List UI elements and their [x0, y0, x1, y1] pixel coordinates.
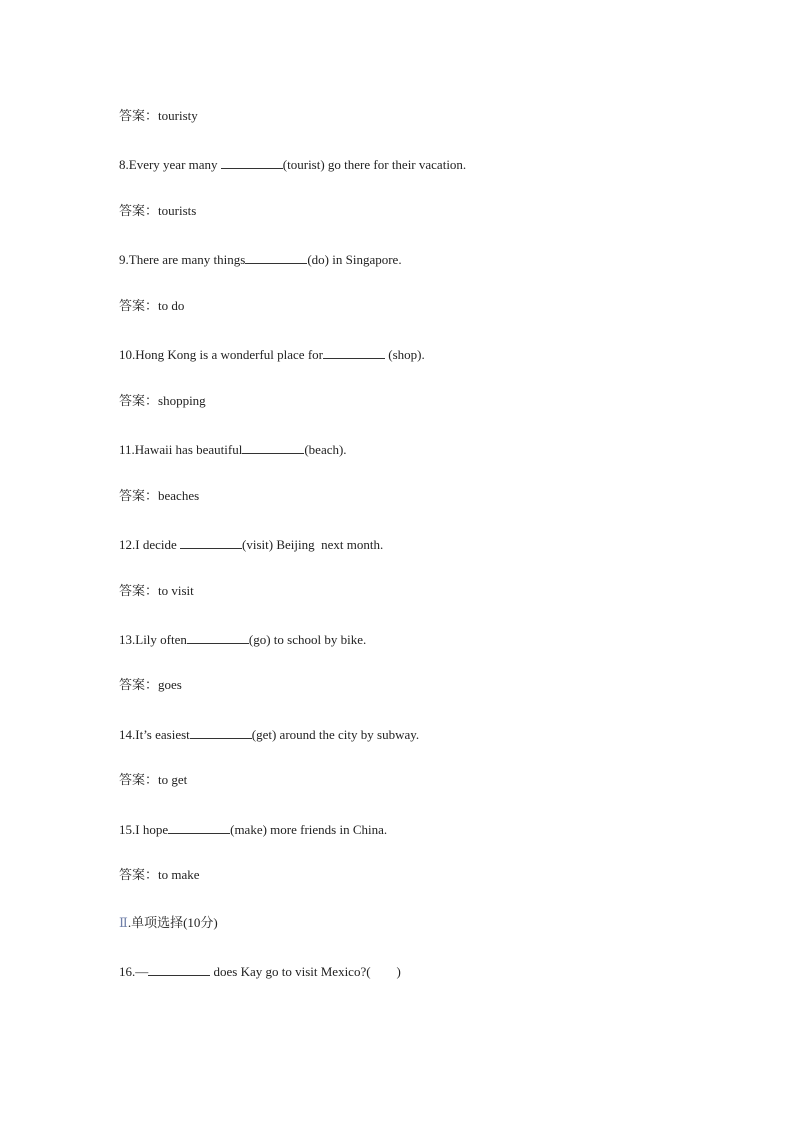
answer-line — [119, 393, 206, 409]
answer-line — [119, 583, 194, 599]
question-line — [119, 156, 466, 173]
answer-line — [119, 488, 199, 504]
section-heading — [119, 915, 218, 931]
question-line — [119, 251, 402, 268]
question-text: does Kay go to visit Mexico?( ) — [210, 964, 401, 979]
question-line — [119, 726, 419, 743]
question-line — [119, 536, 383, 553]
answer-text: to get — [158, 772, 188, 787]
question-text: (make) more friends in China. — [230, 822, 388, 837]
question-line — [119, 631, 366, 648]
question-line — [119, 346, 425, 363]
answer-label: 答案： — [119, 677, 159, 692]
fill-blank — [190, 726, 252, 739]
fill-blank — [242, 441, 304, 454]
question-text: (tourist) go there for their vacation. — [282, 157, 467, 172]
answer-line — [119, 772, 187, 788]
question-line — [119, 963, 401, 980]
question-text: 13.Lily often — [119, 632, 187, 647]
answer-text: beaches — [158, 488, 200, 503]
answer-label: 答案： — [119, 583, 159, 598]
question-text: 10.Hong Kong is a wonderful place for — [119, 347, 323, 362]
question-text: (get) around the city by subway. — [251, 727, 420, 742]
question-line — [119, 821, 387, 838]
question-text: (beach). — [304, 442, 347, 457]
fill-blank — [187, 631, 249, 644]
answer-text: to do — [158, 298, 185, 313]
section-numeral: Ⅱ — [119, 915, 128, 930]
answer-line — [119, 203, 196, 219]
question-text: 8.Every year many — [119, 157, 221, 172]
fill-blank — [323, 346, 385, 359]
answer-text: tourists — [158, 203, 197, 218]
question-text: (visit) Beijing next month. — [242, 537, 384, 552]
answer-text: goes — [158, 677, 182, 692]
answer-line — [119, 867, 200, 883]
answer-line — [119, 108, 198, 124]
question-text: 12.I decide — [119, 537, 181, 552]
question-text: (shop). — [384, 347, 425, 362]
answer-label: 答案： — [119, 772, 159, 787]
answer-label: 答案： — [119, 393, 159, 408]
question-text: 14.It’s easiest — [119, 727, 190, 742]
question-text: (do) in Singapore. — [307, 252, 402, 267]
answer-text: to visit — [158, 583, 194, 598]
answer-label: 答案： — [119, 488, 159, 503]
answer-label: 答案： — [119, 203, 159, 218]
fill-blank — [245, 251, 307, 264]
question-text: (go) to school by bike. — [248, 632, 367, 647]
answer-label: 答案： — [119, 867, 159, 882]
fill-blank — [221, 156, 283, 169]
answer-label: 答案： — [119, 108, 159, 123]
fill-blank — [180, 536, 242, 549]
answer-text: shopping — [158, 393, 206, 408]
question-line — [119, 441, 347, 458]
answer-label: 答案： — [119, 298, 159, 313]
question-text: 11.Hawaii has beautiful — [119, 442, 243, 457]
fill-blank — [148, 963, 210, 976]
fill-blank — [168, 821, 230, 834]
answer-line — [119, 677, 182, 693]
answer-line — [119, 298, 184, 314]
section-title: .单项选择(10分) — [127, 915, 218, 930]
answer-text: touristy — [158, 108, 198, 123]
question-text: 9.There are many things — [119, 252, 246, 267]
question-text: 15.I hope — [119, 822, 169, 837]
question-text: 16.— — [119, 964, 149, 979]
answer-text: to make — [158, 867, 200, 882]
